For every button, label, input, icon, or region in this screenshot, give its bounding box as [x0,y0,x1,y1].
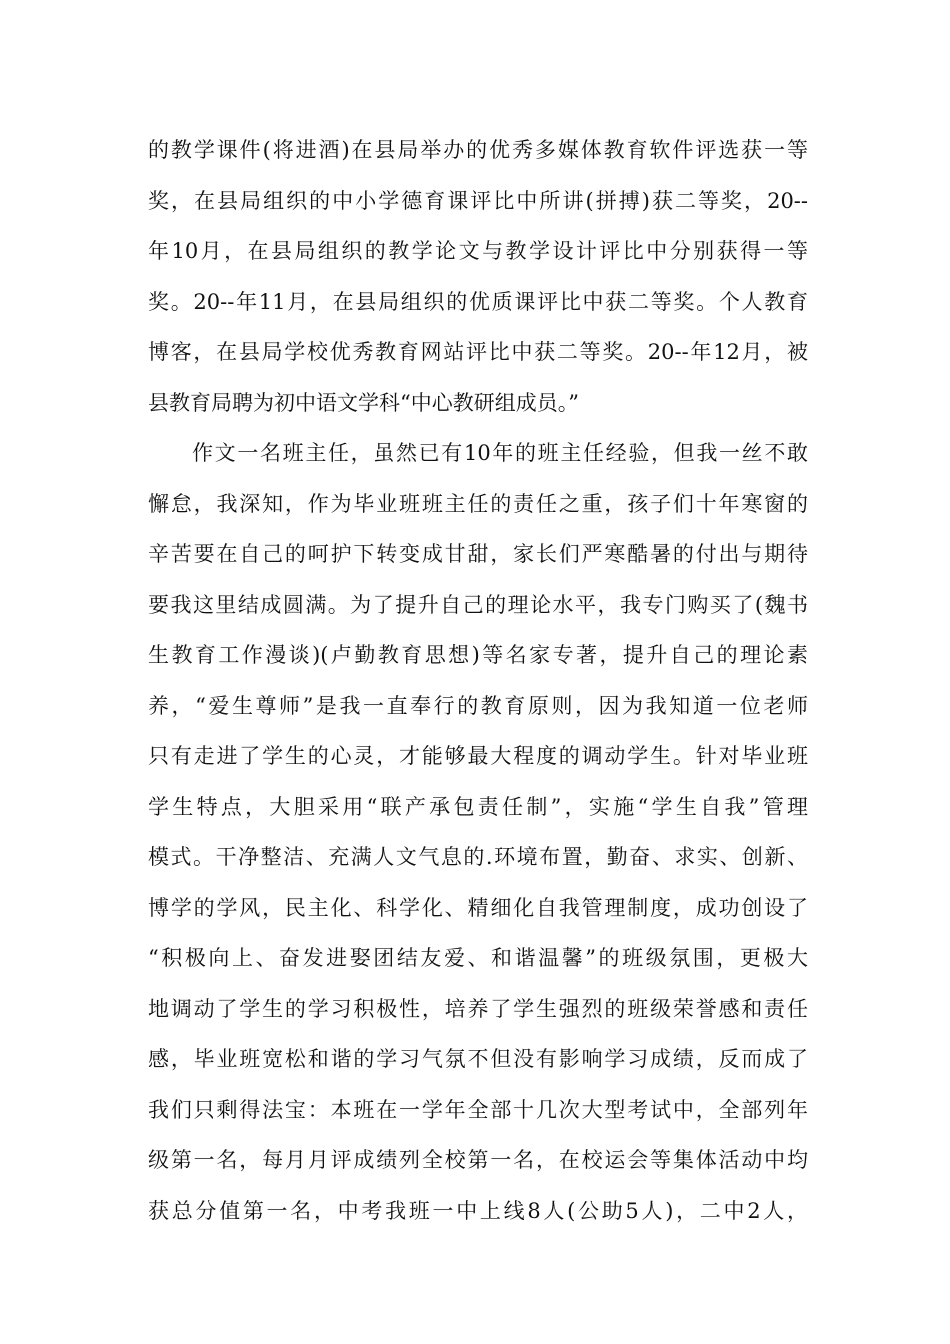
text-line: 博学的学风，民主化、科学化、精细化自我管理制度，成功创设了 [148,896,808,920]
text-line: “积极向上、奋发进娶团结友爱、和谐温馨”的班级氛围，更极大 [148,946,808,970]
text-line: 学生特点，大胆采用“联产承包责任制”，实施“学生自我”管理 [148,795,808,819]
text-line: 辛苦要在自己的呵护下转变成甘甜，家长们严寒酷暑的付出与期待 [148,542,808,566]
text-line: 生教育工作漫谈)(卢勤教育思想)等名家专著，提升自己的理论素 [148,643,808,667]
text-line: 博客，在县局学校优秀教育网站评比中获二等奖。20--年12月，被 [148,340,808,364]
text-line: 感，毕业班宽松和谐的学习气氛不但没有影响学习成绩，反而成了 [148,1047,808,1071]
text-line: 模式。干净整洁、充满人文气息的.环境布置，勤奋、求实、创新、 [148,845,808,869]
text-line: 地调动了学生的学习积极性，培养了学生强烈的班级荣誉感和责任 [148,997,808,1021]
text-line: 的教学课件(将进酒)在县局举办的优秀多媒体教育软件评选获一等 [148,138,808,162]
text-line: 养，“爱生尊师”是我一直奉行的教育原则，因为我知道一位老师 [148,694,808,718]
text-line: 年10月，在县局组织的教学论文与教学设计评比中分别获得一等 [148,239,808,263]
text-line: 级第一名，每月月评成绩列全校第一名，在校运会等集体活动中均 [148,1148,808,1172]
text-line: 奖，在县局组织的中小学德育课评比中所讲(拼搏)获二等奖，20-- [148,189,808,213]
text-line: 县教育局聘为初中语文学科“中心教研组成员。” [148,391,579,415]
text-line: 获总分值第一名，中考我班一中上线8人(公助5人)，二中2人， [148,1199,808,1223]
text-line: 懈怠，我深知，作为毕业班班主任的责任之重，孩子们十年寒窗的 [148,492,808,516]
text-line-paragraph-start: 作文一名班主任，虽然已有10年的班主任经验，但我一丝不敢 [192,441,808,465]
text-line: 奖。20--年11月，在县局组织的优质课评比中获二等奖。个人教育 [148,290,808,314]
text-line: 只有走进了学生的心灵，才能够最大程度的调动学生。针对毕业班 [148,744,808,768]
text-line: 要我这里结成圆满。为了提升自己的理论水平，我专门购买了(魏书 [148,593,808,617]
text-line: 我们只剩得法宝：本班在一学年全部十几次大型考试中，全部列年 [148,1098,808,1122]
